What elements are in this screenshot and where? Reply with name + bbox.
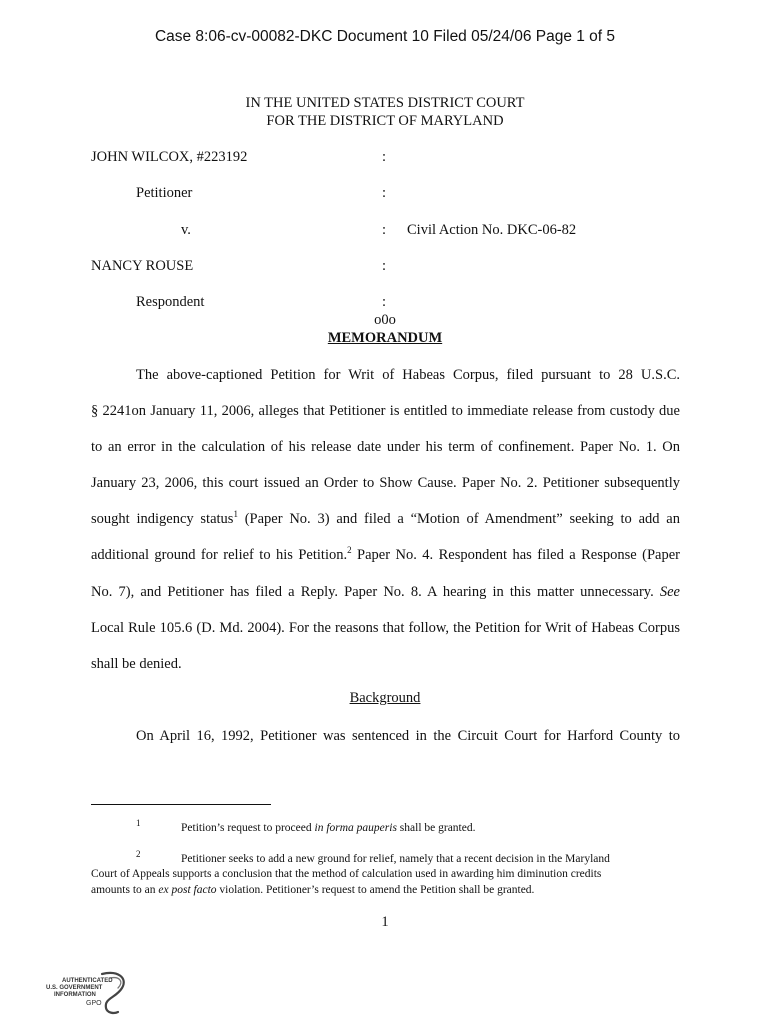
footnote-text: [91, 884, 534, 896]
footnote-divider: [91, 804, 271, 805]
respondent-name: NANCY ROUSE: [91, 258, 194, 274]
court-district: FOR THE DISTRICT OF MARYLAND: [266, 113, 504, 129]
footnote-text: [181, 822, 475, 834]
body-line: [91, 547, 680, 564]
body-line: January 23, 2006, this court issued an Order to Show Cause. Paper No. 2. Petitioner subsequently: [91, 475, 680, 491]
section-heading: Background: [349, 690, 421, 706]
body-line: [91, 584, 680, 601]
footnote-number: 2: [136, 849, 141, 859]
versus: v.: [181, 222, 191, 238]
separator: o0o: [374, 312, 396, 328]
footnote-italic: in forma pauperis: [314, 822, 397, 834]
footnote-italic: ex post facto: [158, 884, 217, 896]
body-line: The above-captioned Petition for Writ of Habeas Corpus, filed pursuant to 28 U.S.C.: [136, 367, 680, 383]
svg-text:GPO: GPO: [86, 1000, 102, 1007]
footnote-text: Petitioner seeks to add a new ground for relief, namely that a recent decision in the Maryland: [181, 853, 610, 865]
petitioner-role: Petitioner: [136, 185, 193, 201]
footnote-text-part: amounts to an: [91, 884, 159, 896]
body-line: shall be denied.: [91, 656, 182, 672]
body-line: § 2241on January 11, 2006, alleges that Petitioner is entitled to immediate release from custody due: [91, 403, 680, 419]
court-name: IN THE UNITED STATES DISTRICT COURT: [245, 95, 525, 111]
body-line: On April 16, 1992, Petitioner was sentenced in the Circuit Court for Harford County to: [136, 728, 680, 744]
body-text: Paper No. 4. Respondent has filed a Response (Paper: [351, 547, 680, 563]
caption-colon: :: [382, 185, 387, 201]
footnote-text-part: violation. Petitioner’s request to amend the Petition shall be granted.: [216, 884, 535, 896]
page-number: 1: [381, 914, 389, 930]
body-line: to an error in the calculation of his release date under his term of confinement. Paper No. 1. On: [91, 439, 680, 455]
footnote-ref: 2: [347, 545, 352, 556]
body-text: No. 7), and Petitioner has filed a Reply. Paper No. 8. A hearing in this matter unnecessary.: [91, 584, 660, 600]
document-title: MEMORANDUM: [327, 330, 443, 346]
svg-text:INFORMATION: INFORMATION: [54, 992, 96, 998]
case-header: Case 8:06-cv-00082-DKC Document 10 Filed 05/24/06 Page 1 of 5: [154, 28, 616, 45]
svg-text:U.S. GOVERNMENT: U.S. GOVERNMENT: [46, 985, 103, 991]
respondent-role: Respondent: [136, 294, 205, 310]
body-text: additional ground for relief to his Petition.: [91, 547, 348, 563]
body-text: (Paper No. 3) and filed a “Motion of Amendment” seeking to add an: [237, 511, 680, 527]
body-text: sought indigency status: [91, 511, 234, 527]
footnote-text-part: Petition’s request to proceed: [181, 822, 315, 834]
body-line: Local Rule 105.6 (D. Md. 2004). For the reasons that follow, the Petition for Writ of Habeas Corpus: [91, 620, 680, 636]
caption-colon: :: [382, 222, 387, 238]
footnote-text-part: shall be granted.: [396, 822, 476, 834]
caption-colon: :: [382, 149, 387, 165]
svg-text:AUTHENTICATED: AUTHENTICATED: [62, 978, 113, 984]
gpo-authentication-logo: [40, 968, 130, 1016]
footnote-ref: 1: [233, 509, 238, 520]
petitioner-name: JOHN WILCOX, #223192: [91, 149, 248, 165]
caption-colon: :: [382, 258, 387, 274]
caption-colon: :: [382, 294, 387, 310]
body-line: [91, 511, 680, 528]
gpo-seal-graphic: [40, 968, 130, 1016]
footnote-number: 1: [136, 818, 141, 828]
civil-action-number: Civil Action No. DKC-06-82: [407, 222, 577, 238]
footnote-text: Court of Appeals supports a conclusion that the method of calculation used in awarding him diminution credits: [91, 868, 602, 880]
citation-signal: See: [659, 584, 680, 600]
